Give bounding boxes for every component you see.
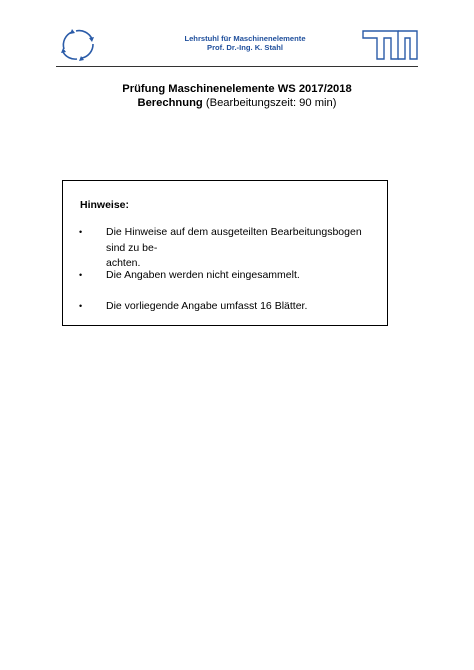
chair-header bbox=[150, 34, 340, 52]
bullet-icon: • bbox=[79, 270, 83, 280]
exam-subtitle bbox=[0, 97, 474, 109]
duration-text: (Bearbeitungszeit: 90 min) bbox=[202, 97, 337, 109]
note-line: Die Hinweise auf dem ausgeteilten Bearbeitungsbogen sind zu be- bbox=[106, 226, 362, 254]
header-divider bbox=[56, 66, 418, 67]
note-text: Die Angaben werden nicht eingesammelt. bbox=[106, 269, 300, 281]
note-text: Die vorliegende Angabe umfasst 16 Blätter. bbox=[106, 300, 308, 312]
tum-logo-icon bbox=[362, 30, 418, 60]
notes-heading: Hinweise: bbox=[80, 199, 130, 211]
note-line: achten. bbox=[106, 257, 141, 269]
note-text bbox=[106, 225, 376, 272]
circular-arrows-logo-icon bbox=[58, 27, 98, 63]
section-name: Berechnung bbox=[137, 97, 203, 109]
notes-box bbox=[62, 180, 388, 326]
bullet-icon: • bbox=[79, 227, 83, 237]
professor-name: Prof. Dr.-Ing. K. Stahl bbox=[207, 43, 283, 52]
bullet-icon: • bbox=[79, 301, 83, 311]
exam-title: Prüfung Maschinenelemente WS 2017/2018 bbox=[122, 83, 352, 95]
chair-name: Lehrstuhl für Maschinenelemente bbox=[184, 34, 306, 43]
